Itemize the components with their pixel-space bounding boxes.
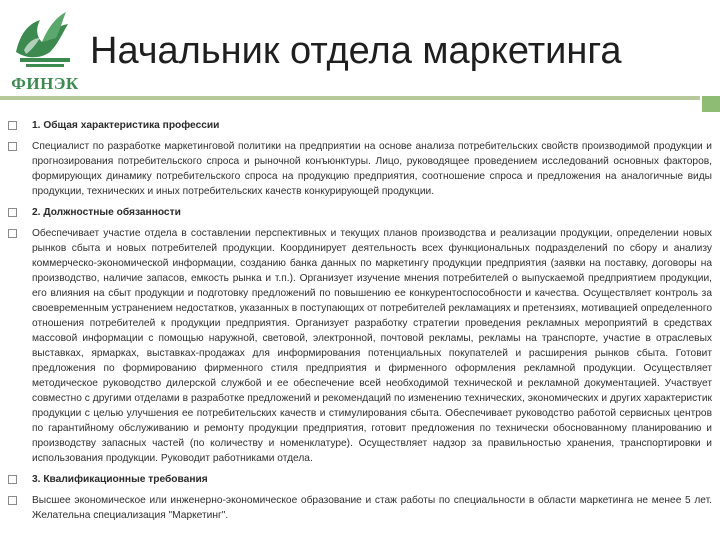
finec-logo [6, 4, 84, 100]
square-bullet-icon [8, 121, 17, 130]
paragraph: Обеспечивает участие отдела в составлении перспективных и текущих планов производства и реализации продукции, определении новых рынков сбыта и новых потребителей продукции. Координирует деятельность всех функциональных подразделений по сбору и анализу коммерческо-экономической информации, созданию банка данных по маркетингу продукции предприятия (заявки на поставку, договоры на производство, наличие запасов, емкость рынка и т.п.). Организует изучение мнения потребителей о выпускаемой предприятием продукции, его влияния на сбыт продукции и подготовку предложений по повышению ее конкурентоспособности и качества. Осуществляет контроль за своевременным устранением недостатков, указанных в поступающих от потребителей рекламациях и претензиях, мотивацией определенного отношения потребителей к продукции предприятия. Организует разработку стратегии проведения рекламных мероприятий в средствах массовой информации с помощью наружной, световой, электронной, почтовой рекламы, рекламы на транспорте, участие в отраслевых выставках, ярмарках, выставках-продажах для информирования потенциальных покупателей и расширения рынков сбыта. Готовит предложения по формированию фирменного стиля предприятия и фирменного оформления рекламной продукции. Осуществляет методическое руководство дилерской службой и ее обеспечение всей необходимой технической и рекламной документацией. Участвует совместно с другими отделами в разработке предложений и рекомендаций по изменению технических, экономических и других характеристик продукции с целью улучшения ее потребительских качеств и стимулирования сбыта. Обеспечивает руководство работой сервисных центров по гарантийному обслуживанию и ремонту продукции предприятия, готовит предложения по технически обоснованному планированию и производству запасных частей (по количеству и номенклатуре). Осуществляет надзор за правильностью хранения, транспортировки и использования продукции. Руководит работниками отдела. [32, 228, 712, 464]
square-bullet-icon [8, 142, 17, 151]
list-item [8, 139, 712, 199]
square-bullet-icon [8, 475, 17, 484]
section-heading: 2. Должностные обязанности [32, 207, 181, 218]
accent-square [702, 96, 720, 112]
slide-header [0, 0, 720, 110]
square-bullet-icon [8, 229, 17, 238]
list-item [8, 205, 712, 220]
list-item [8, 472, 712, 487]
square-bullet-icon [8, 496, 17, 505]
griffin-emblem-icon [6, 4, 84, 74]
square-bullet-icon [8, 208, 17, 217]
paragraph: Высшее экономическое или инженерно-экономическое образование и стаж работы по специальности в области маркетинга не менее 5 лет. Желательна специализация "Маркетинг". [32, 495, 712, 521]
logo-text: ФИНЭК [11, 74, 79, 93]
section-heading: 1. Общая характеристика профессии [32, 120, 220, 131]
list-item [8, 493, 712, 523]
page-title: Начальник отдела маркетинга [90, 30, 622, 72]
accent-bar [0, 96, 700, 100]
section-heading: 3. Квалификационные требования [32, 474, 208, 485]
list-item [8, 118, 712, 133]
list-item [8, 226, 712, 466]
paragraph: Специалист по разработке маркетинговой политики на предприятии на основе анализа потребительских свойств производимой продукции и прогнозирования потребительского спроса и рыночной конъюнктуры. Лицо, руководящее проведением исследований основных факторов, формирующих динамику потребительского спроса на продукцию предприятия, соотношение спроса и предложения на аналогичные виды продукции, технических и иных потребительских качеств конкурирующей продукции. [32, 141, 712, 197]
bullet-list [8, 118, 712, 529]
